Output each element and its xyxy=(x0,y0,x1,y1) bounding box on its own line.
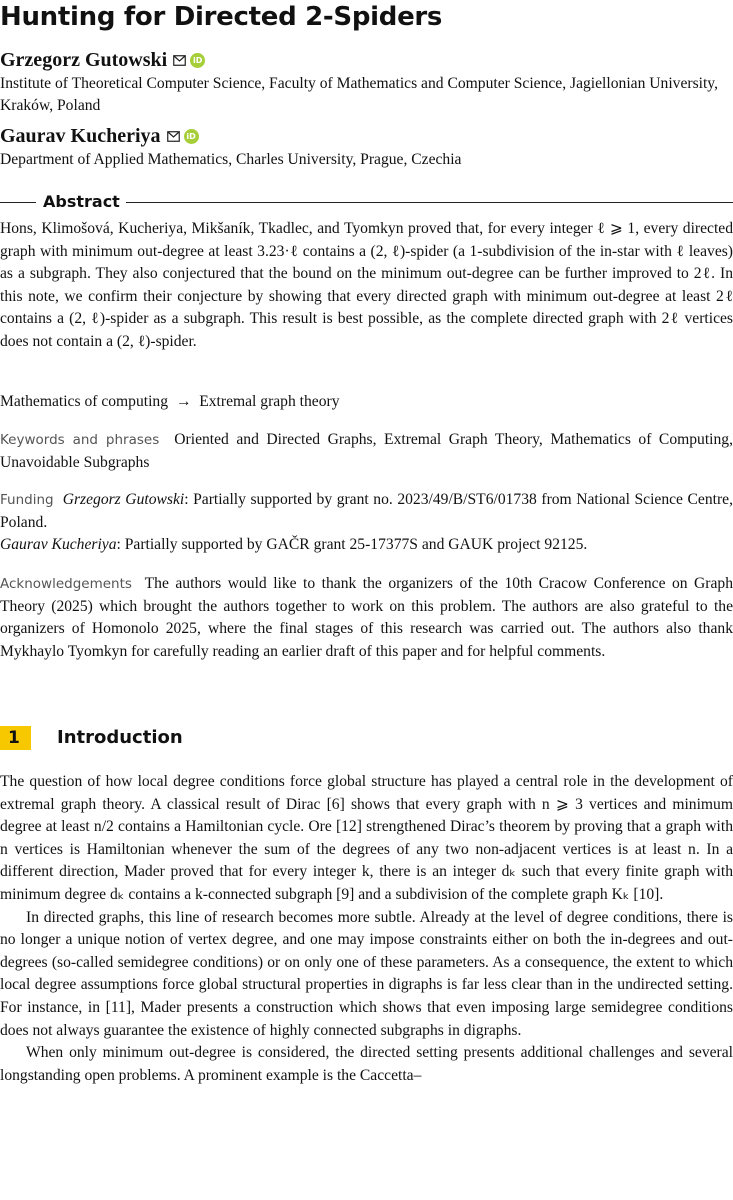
section-number: 1 xyxy=(0,726,31,750)
funding-author-name: Grzegorz Gutowski xyxy=(62,491,185,508)
section-body xyxy=(0,771,733,1087)
author-name: Grzegorz Gutowski xyxy=(0,49,168,71)
keywords xyxy=(0,429,733,474)
acknowledgements xyxy=(0,573,733,663)
author-2 xyxy=(0,124,199,148)
author-1 xyxy=(0,48,205,72)
author-name: Gaurav Kucheriya xyxy=(0,125,161,147)
body-paragraph: When only minimum out-degree is considered, the directed setting presents additional challenges and several longstanding open problems. A prominent example is the Caccetta– xyxy=(0,1044,733,1084)
keywords-text: Oriented and Directed Graphs, Extremal Graph Theory, Mathematics of Computing, Unavoidable Subgraphs xyxy=(0,431,733,471)
abstract-text xyxy=(0,218,733,354)
ccs-concepts xyxy=(0,391,733,414)
funding xyxy=(0,489,733,557)
acknowledgements-text: The authors would like to thank the organizers of the 10th Cracow Conference on Graph Theory (2025) which brought the authors together to work on this problem. The authors are also grateful to the organizers of Homonolo 2025, where the final stages of this research was carried out. The authors also thank Mykhaylo Tyomkyn for carefully reading an earlier draft of this paper and for helpful comments. xyxy=(0,575,733,660)
body-paragraph: In directed graphs, this line of research becomes more subtle. Already at the level of degree conditions, there is no longer a unique notion of vertex degree, and one may impose constraints either on both the in-degrees and out-degrees (so-called semidegree conditions) or on only one of these parameters. As a consequence, the extent to which local degree assumptions force global structural properties in digraphs is far less clear than in the undirected setting. For instance, in [11], Mader presents a construction which shows that even imposing large semidegree conditions does not always guarantee the existence of highly connected subgraphs in digraphs. xyxy=(0,908,733,1039)
funding-text: : Partially supported by grant no. 2023/49/B/ST6/01738 from National Science Centre, Poland. xyxy=(0,491,733,531)
abstract-heading: Abstract xyxy=(43,192,120,211)
funding-label: Funding xyxy=(0,492,54,508)
section-title: Introduction xyxy=(57,727,183,748)
body-paragraph: The question of how local degree conditions force global structure has played a central role in the development of extremal graph theory. A classical result of Dirac [6] shows that every graph with n ⩾ 3 vertices and minimum degree at least n/2 contains a Hamiltonian cycle. Ore [12] strengthened Dirac’s theorem by proving that a graph with n vertices is Hamiltonian whenever the sum of the degrees of any two non-adjacent vertices is at least n. In a different direction, Mader proved that for every integer k, there is an integer dₖ such that every finite graph with minimum degree dₖ contains a k-connected subgraph [9] and a subdivision of the complete graph Kₖ [10]. xyxy=(0,773,733,903)
rule-line xyxy=(0,202,36,203)
author-affiliation: Department of Applied Mathematics, Charles University, Prague, Czechia xyxy=(0,151,462,168)
ccs-text: Mathematics of computing → Extremal graph theory xyxy=(0,393,340,410)
section-heading xyxy=(0,726,183,750)
abstract-paragraph: Hons, Klimošová, Kucheriya, Mikšaník, Tkadlec, and Tyomkyn proved that, for every integer ℓ ⩾ 1, every directed graph with minimum out-degree at least 3.23·ℓ contains a (2, ℓ)-spider (a 1-subdivision of the in-star with ℓ leaves) as a subgraph. They also conjectured that the bound on the minimum out-degree can be further improved to 2ℓ. In this note, we confirm their conjecture by showing that every directed graph with minimum out-degree at least 2ℓ contains a (2, ℓ)-spider as a subgraph. This result is best possible, as the complete directed graph with 2ℓ vertices does not contain a (2, ℓ)-spider. xyxy=(0,220,733,350)
keywords-label: Keywords and phrases xyxy=(0,432,160,448)
funding-text: : Partially supported by GAČR grant 25-17377S and GAUK project 92125. xyxy=(116,536,588,554)
funding-author-name: Gaurav Kucheriya xyxy=(0,536,117,554)
mail-icon[interactable] xyxy=(167,131,180,142)
acknowledgements-label: Acknowledgements xyxy=(0,576,132,592)
orcid-icon[interactable]: iD xyxy=(190,53,205,68)
mail-icon[interactable] xyxy=(173,55,186,66)
rule-line xyxy=(126,202,733,203)
orcid-icon[interactable]: iD xyxy=(184,129,199,144)
paper-title: Hunting for Directed 2-Spiders xyxy=(0,2,443,32)
author-affiliation: Institute of Theoretical Computer Science, Faculty of Mathematics and Computer Science, Jagiellonian University, Kraków, Poland xyxy=(0,75,718,114)
